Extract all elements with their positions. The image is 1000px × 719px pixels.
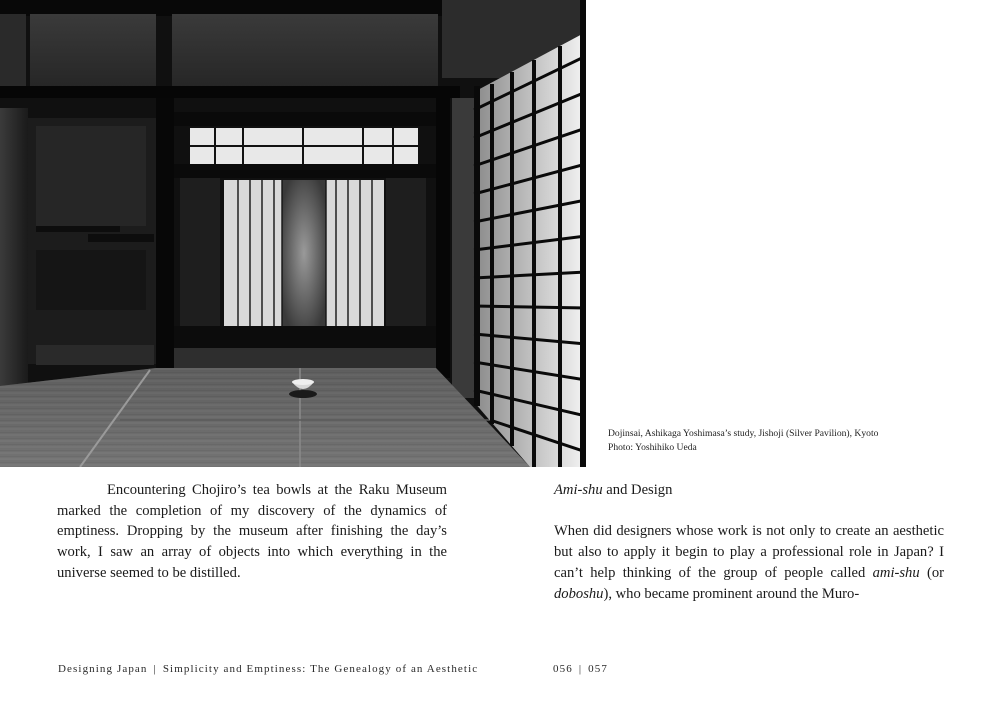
- term-ami-shu: ami-shu: [872, 564, 920, 581]
- footer-separator: |: [153, 663, 157, 675]
- caption-line-2: Photo: Yoshihiko Ueda: [608, 442, 697, 453]
- page-number-right: 057: [588, 663, 608, 675]
- book-title: Designing Japan: [58, 663, 148, 675]
- photograph-tatami-room: [0, 0, 586, 467]
- room-illustration: [0, 0, 586, 467]
- right-paragraph-part-2: (or: [919, 564, 944, 581]
- section-heading: [554, 480, 944, 501]
- running-footer-left: [58, 663, 478, 675]
- section-heading-italic: Ami-shu: [554, 482, 603, 498]
- page-number-left: 056: [553, 663, 573, 675]
- caption-line-1: Dojinsai, Ashikaga Yoshimasa’s study, Jishoji (Silver Pavilion), Kyoto: [608, 428, 879, 439]
- right-paragraph-part-1: When did designers whose work is not only to create an aesthetic but also to apply it begin to play a professional role in Japan? I can’t help thinking of the group of people called: [554, 523, 944, 581]
- right-paragraph: [554, 521, 944, 604]
- right-column-text: [554, 480, 944, 604]
- page-numbers: [553, 663, 608, 675]
- photo-caption: [608, 427, 988, 455]
- page-number-separator: |: [578, 663, 583, 675]
- left-paragraph: Encountering Chojiro’s tea bowls at the Raku Museum marked the completion of my discovery of the dynamics of emptiness. Dropping by the museum after finishing the day’s work, I saw an array of objects into which everything in the universe seemed to be distilled.: [57, 482, 447, 581]
- chapter-title: Simplicity and Emptiness: The Genealogy of an Aesthetic: [162, 663, 479, 675]
- term-doboshu: doboshu: [554, 585, 604, 602]
- left-column-text: [57, 480, 447, 584]
- right-paragraph-part-3: ), who became prominent around the Muro-: [603, 585, 860, 602]
- section-heading-rest: and Design: [602, 482, 673, 498]
